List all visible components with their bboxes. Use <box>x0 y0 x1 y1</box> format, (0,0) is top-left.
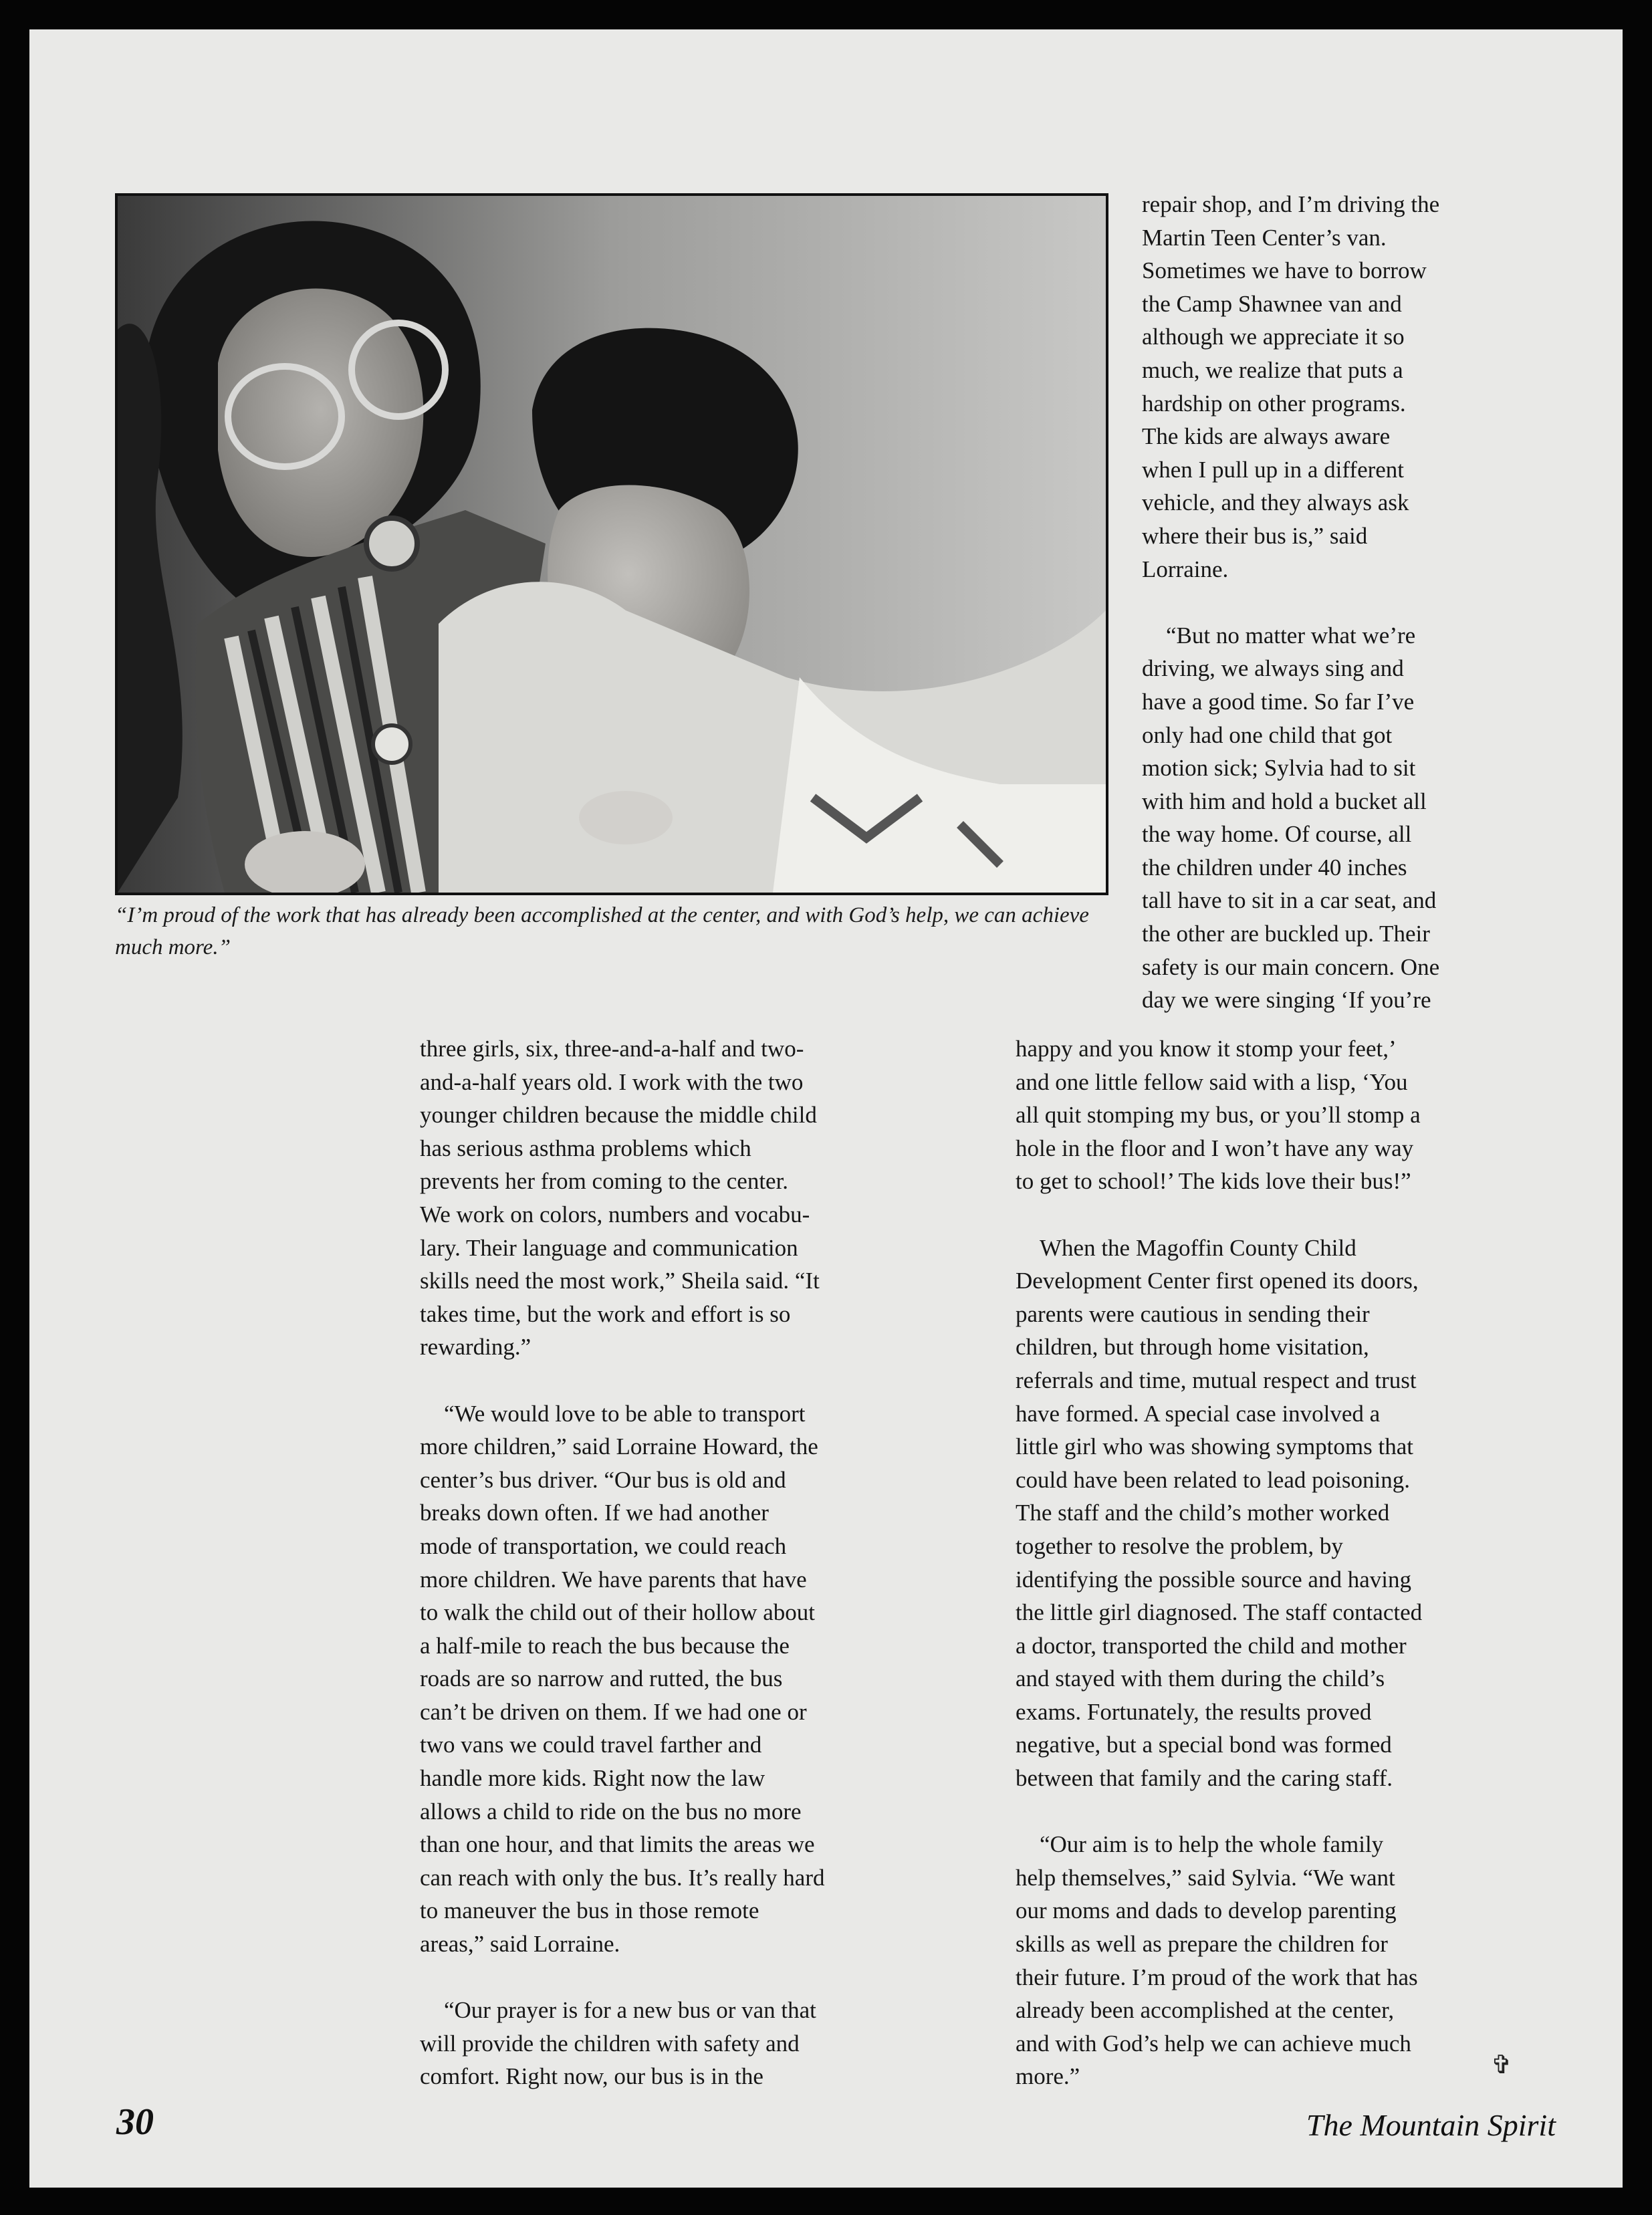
paragraph: happy and you know it stomp your feet,’ and one little fellow said with a lisp, ‘You all quit stomping my bus, or you’ll stomp a hole in the floor and I won’t have any way to get to school!’ The kids love their bus!” <box>1016 1036 1421 1195</box>
paragraph: “Our prayer is for a new bus or van that will provide the children with safety and comfort. Right now, our bus is in the <box>420 1997 816 2090</box>
paragraph: “But no matter what we’re driving, we always sing and have a good time. So far I’ve only had one child that got motion sick; Sylvia had to sit with him and hold a bucket all the way home. Of course, all the children under 40 inches tall have to sit in a car seat, and the other are buckled up. Their safety is our main concern. One day we were singing ‘If you’re <box>1142 622 1440 1014</box>
paragraph: repair shop, and I’m driving the Martin Teen Center’s van. Sometimes we have to borrow the Camp Shawnee van and although we appreciate it so much, we realize that puts a hardship on other programs. The kids are always aware when I pull up in a different vehicle, and they always ask where their bus is,” said Lorraine. <box>1142 191 1440 582</box>
paragraph: three girls, six, three-and-a-half and two- and-a-half years old. I work with the two younger children because the middle child has serious asthma problems which prevents her from coming to the center. We work on colors, numbers and vocabu- lary. Their language and communication skills need the most work,” Sheila said. “It takes time, but the work and effort is so rewarding.” <box>420 1036 820 1361</box>
publication-title: The Mountain Spirit <box>1306 2108 1556 2142</box>
photo-icon <box>118 196 1106 893</box>
paragraph: “Our aim is to help the whole family help themselves,” said Sylvia. “We want our moms and dads to develop parenting skills as well as prepare the children for their future. I’m proud of the work that has already been accomplished at the center, and with God’s help we can achieve much more.” <box>1016 1831 1418 2090</box>
page-number: 30 <box>116 2101 154 2143</box>
paragraph: “We would love to be able to transport more children,” said Lorraine Howard, the center’s bus driver. “Our bus is old and breaks down often. If we had another mode of transportation, we could reach more children. We have parents that have to walk the child out of their hollow about a half-mile to reach the bus because the roads are so narrow and rutted, the bus can’t be driven on them. If we had one or two vans we could travel farther and handle more kids. Right now the law allows a child to ride on the bus no more than one hour, and that limits the areas we can reach with only the bus. It’s really hard to maneuver the bus in those remote areas,” said Lorraine. <box>420 1400 825 1958</box>
column-right-bottom <box>1016 1032 1564 2093</box>
photo-caption: “I’m proud of the work that has already been accomplished at the center, and with God’s help, we can achieve much more.” <box>115 903 1089 959</box>
column-right-top <box>1142 188 1556 1017</box>
paragraph: When the Magoffin County Child Development Center first opened its doors, parents were cautious in sending their children, but through home visitation, referrals and time, mutual respect and trust have formed. A special case involved a little girl who was showing symptoms that could have been related to lead poisoning. The staff and the child’s mother worked together to resolve the problem, by identifying the possible source and having the little girl diagnosed. The staff contacted a doctor, transported the child and mother and stayed with them during the child’s exams. Fortunately, the results proved negative, but a special bond was formed between that family and the caring staff. <box>1016 1234 1423 1792</box>
photo-woman-and-boy <box>115 193 1108 895</box>
magazine-page <box>29 29 1623 2188</box>
end-mark-icon: ✞ <box>1491 2051 1512 2079</box>
column-left <box>420 1032 928 2093</box>
